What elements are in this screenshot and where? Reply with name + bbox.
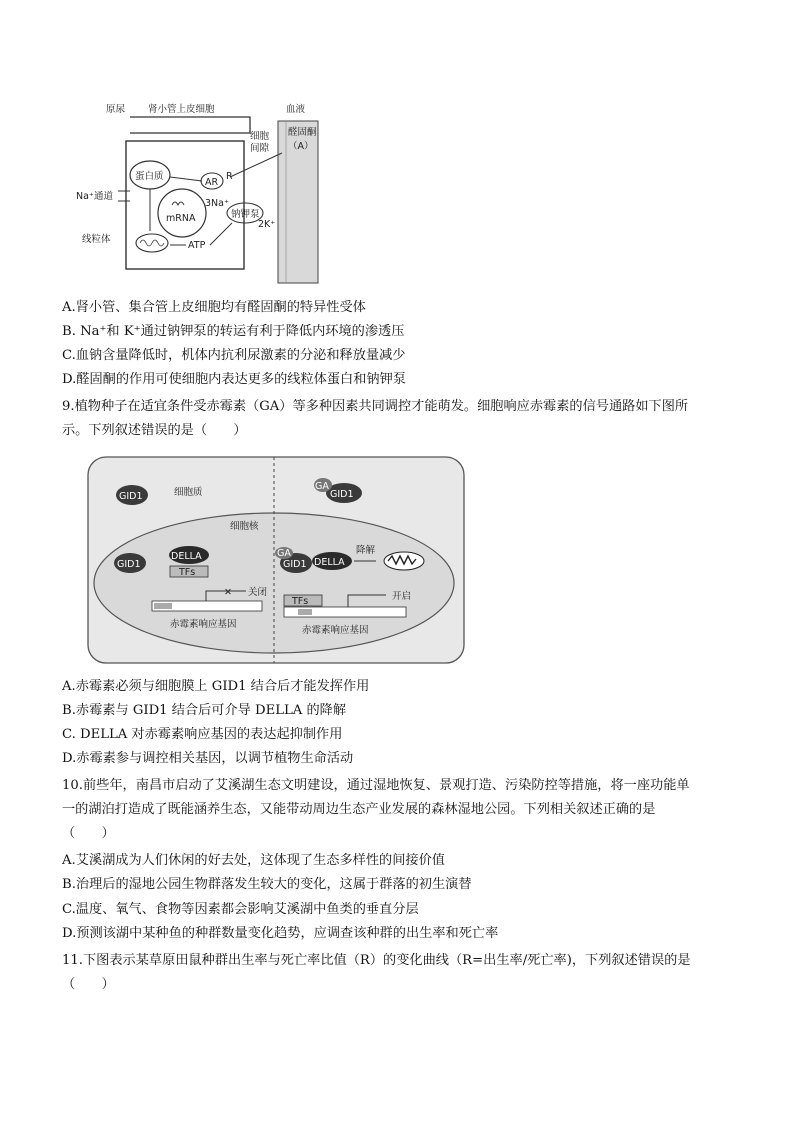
gid1-nucleus-right: GID1: [283, 559, 307, 570]
q8-option-b: B. Na⁺和 K⁺通过钠钾泵的转运有利于降低内环境的渗透压: [62, 324, 405, 339]
label-mito: 线粒体: [82, 234, 111, 245]
label-urine: 原尿: [106, 104, 126, 115]
q10-option-b: B.治理后的湿地公园生物群落发生较大的变化，这属于群落的初生演替: [62, 877, 472, 892]
svg-text:间隙: 间隙: [250, 143, 270, 154]
q9-option-b: B.赤霉素与 GID1 结合后可介导 DELLA 的降解: [62, 703, 347, 718]
ga-nucleus: GA: [277, 548, 291, 559]
q9-option-d: D.赤霉素参与调控相关基因，以调节植物生命活动: [62, 751, 354, 766]
tfs-right: TFs: [292, 596, 309, 607]
q10-stem-cont: 一的湖泊打造成了既能涵养生态，又能带动周边生态产业发展的森林湿地公园。下列相关叙述正确的是: [62, 802, 656, 817]
q9-option-a: A.赤霉素必须与细胞膜上 GID1 结合后才能发挥作用: [62, 679, 370, 694]
label-open: 开启: [392, 591, 412, 602]
label-na-channel: Na⁺通道: [76, 191, 113, 202]
q11-stem-paren: （ ）: [62, 977, 115, 992]
x-mark: ✕: [224, 587, 232, 598]
q10-stem-paren: （ ）: [62, 826, 115, 841]
label-protein: 蛋白质: [135, 171, 164, 182]
label-degrade: 降解: [356, 545, 376, 556]
gid1-cytoplasm-right: GID1: [330, 489, 354, 500]
q9-stem: 9.植物种子在适宜条件受赤霉素（GA）等多种因素共同调控才能萌发。细胞响应赤霉素的信号通路如下图所: [62, 399, 689, 414]
figure-kidney-cell: [60, 95, 350, 290]
label-nucleus: 细胞核: [230, 521, 259, 532]
q8-option-a: A.肾小管、集合管上皮细胞均有醛固酮的特异性受体: [62, 300, 366, 315]
figure-ga-signaling: [86, 455, 466, 667]
label-cell: 肾小管上皮细胞: [148, 104, 215, 115]
q10-option-a: A.艾溪湖成为人们休闲的好去处，这体现了生态多样性的间接价值: [62, 853, 445, 868]
label-gap: 细胞: [250, 131, 270, 142]
label-atp: ATP: [188, 240, 206, 251]
gid1-cytoplasm: GID1: [119, 491, 143, 502]
della-right: DELLA: [314, 557, 345, 568]
label-aldosterone: 醛固酮: [288, 127, 317, 138]
tfs-left: TFs: [179, 567, 196, 578]
label-blood: 血液: [286, 104, 306, 115]
gid1-nucleus-left: GID1: [117, 559, 141, 570]
ga-top: GA: [315, 481, 329, 492]
svg-text:（A）: （A）: [288, 141, 314, 152]
q9-option-c: C. DELLA 对赤霉素响应基因的表达起抑制作用: [62, 727, 343, 742]
gene-right: 赤霉素响应基因: [302, 625, 369, 636]
label-pump: 钠钾泵: [231, 209, 260, 220]
q11-stem: 11.下图表示某草原田鼠种群出生率与死亡率比值（R）的变化曲线（R=出生率/死亡率)，下列叙述错误的是: [62, 953, 691, 968]
q10-option-d: D.预测该湖中某种鱼的种群数量变化趋势，应调查该种群的出生率和死亡率: [62, 926, 499, 941]
q10-stem: 10.前些年，南昌市启动了艾溪湖生态文明建设，通过湿地恢复、景观打造、污染防控等措施，将一座功能单: [62, 778, 690, 793]
label-close: 关闭: [248, 587, 268, 598]
q10-option-c: C.温度、氧气、食物等因素都会影响艾溪湖中鱼类的垂直分层: [62, 902, 419, 917]
q9-stem-cont: 示。下列叙述错误的是（ ）: [62, 423, 247, 438]
label-2k: 2K⁺: [258, 219, 276, 230]
della-left: DELLA: [171, 551, 202, 562]
label-mrna: mRNA: [166, 213, 196, 224]
q8-option-d: D.醛固酮的作用可使细胞内表达更多的线粒体蛋白和钠钾泵: [62, 372, 406, 387]
gene-left: 赤霉素响应基因: [170, 619, 237, 630]
q8-option-c: C.血钠含量降低时，机体内抗利尿激素的分泌和释放量减少: [62, 348, 406, 363]
label-cytoplasm: 细胞质: [174, 487, 203, 498]
label-r: R: [226, 171, 233, 182]
label-ar: AR: [205, 177, 219, 188]
label-3na: 3Na⁺: [205, 198, 229, 209]
